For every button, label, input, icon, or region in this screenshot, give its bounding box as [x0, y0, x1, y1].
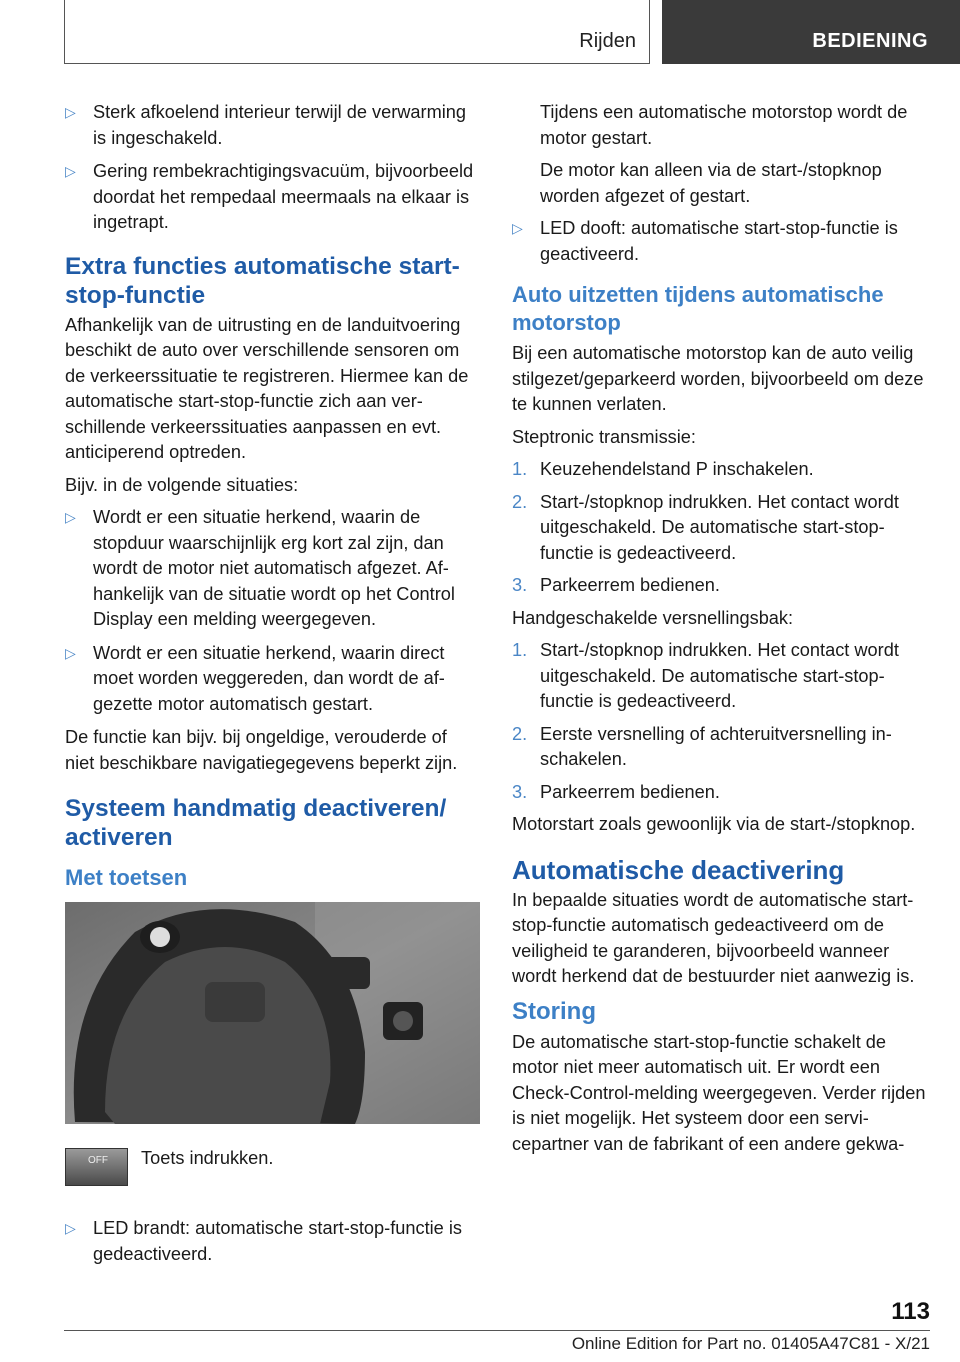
paragraph: Tijdens een automatische motorstop wordt de motor gestart. — [540, 102, 908, 148]
footer-divider — [64, 1330, 930, 1331]
list-item: 1. Start-/stopknop indrukken. Het contact wordt uitgeschakeld. De automatische start-stop-functie is gedeactiveerd. — [512, 640, 899, 711]
triangle-bullet-icon: ▷ — [65, 644, 76, 661]
triangle-bullet-icon: ▷ — [65, 1220, 76, 1236]
header-section-title: Rijden — [579, 30, 636, 52]
list-item: 3. Parkeerrem bedienen. — [512, 575, 720, 595]
paragraph: Afhankelijk van de uitrusting en de landuitvoering beschikt de auto over verschillende sensoren om de verkeerssituatie te registreren. Hiermee kan de automatische start-stop-functie zich aan verschillende verkeerssituaties aanpassen en evt. anticiperend optreden. — [65, 314, 469, 462]
list-item: 1. Keuzehendelstand P inschakelen. — [512, 459, 814, 479]
paragraph: Motorstart zoals gewoonlijk via de start-/stopknop. — [512, 814, 916, 834]
heading-automatische-deactivering: Automatische deactivering — [512, 854, 845, 885]
list-item: ▷ LED dooft: automatische start-stop-functie is geactiveerd. — [512, 218, 898, 264]
button-instruction — [65, 1146, 480, 1206]
header-chapter-tab — [662, 0, 960, 64]
paragraph: Steptronic transmissie: — [512, 426, 696, 447]
steering-wheel-photo — [65, 902, 480, 1124]
paragraph: Handgeschakelde versnellingsbak: — [512, 607, 794, 628]
heading-systeem: Systeem handmatig deactiveren/ activeren — [65, 795, 447, 851]
list-item: ▷ Wordt er een situatie herkend, waarin de stopduur waarschijnlijk erg kort zal zijn, dan wordt de motor niet automatisch afgezet. Afhankelijk van de situatie wordt op het Control Display een melding weergegeven. — [65, 507, 455, 629]
list-item: ▷ LED brandt: automatische start-stop-functie is gedeactiveerd. — [65, 1218, 462, 1264]
heading-storing: Storing — [512, 997, 596, 1025]
triangle-bullet-icon: ▷ — [65, 104, 76, 120]
triangle-bullet-icon: ▷ — [512, 220, 523, 236]
list-item: 3. Parkeerrem bedienen. — [512, 781, 720, 802]
header-chapter-label: BEDIENING — [812, 30, 928, 52]
left-column — [65, 100, 480, 1275]
list-item: ▷ Wordt er een situatie herkend, waarin direct moet worden weggereden, dan wordt de afgezette motor automatisch gestart. — [65, 642, 445, 714]
right-column — [512, 100, 930, 1164]
paragraph: Bijv. in de volgende situaties: — [65, 474, 299, 495]
paragraph: De automatische start-stop-functie schakelt de motor niet meer automatisch uit. Er wordt een Check-Control-melding weergegeven. Verder rijden is niet mogelijk. Het systeem door een servicepartner van de fabrikant of een andere gekwa- — [512, 1031, 926, 1154]
page-number: 113 — [891, 1298, 930, 1325]
paragraph: In bepaalde situaties wordt de automatische start-stop-functie automatisch gedeactiveerd om de veiligheid te garanderen, bijvoorbeeld wanneer wordt herkend dat de bestuurder niet aanwezig is. — [512, 889, 915, 986]
heading-met-toetsen: Met toetsen — [65, 865, 188, 890]
list-item: 2. Eerste versnelling of achteruitversnelling inschakelen. — [512, 723, 892, 769]
paragraph: De motor kan alleen via de start-/stopknop worden afgezet of gestart. — [540, 160, 882, 206]
button-instruction-text: Toets indrukken. — [141, 1148, 274, 1168]
list-item: 2. Start-/stopknop indrukken. Het contact wordt uitgeschakeld. De automatische start-stop-functie is gedeactiveerd. — [512, 491, 899, 563]
paragraph: Bij een automatische motorstop kan de auto veilig stilgezet/geparkeerd worden, bijvoorbeeld om deze te kunnen verlaten. — [512, 343, 924, 414]
list-item: ▷ Gering rembekrachtigingsvacuüm, bijvoorbeeld doordat het rempedaal meermaals na elkaar is ingetrapt. — [65, 161, 474, 232]
auto-start-stop-off-icon: OFF — [65, 1148, 128, 1186]
triangle-bullet-icon: ▷ — [65, 163, 76, 179]
steering-wheel-illustration — [65, 902, 480, 1124]
heading-extra-functies: Extra functies automatische start-stop-functie — [65, 252, 460, 309]
paragraph: De functie kan bijv. bij ongeldige, verouderde of niet beschikbare navigatiegegevens beperkt zijn. — [65, 727, 458, 773]
footer-edition: Online Edition for Part no. 01405A47C81 - X/21 — [571, 1334, 930, 1353]
heading-auto-uitzetten: Auto uitzetten tijdens automatische motorstop — [512, 282, 884, 335]
triangle-bullet-icon: ▷ — [65, 509, 76, 525]
list-item: ▷ Sterk afkoelend interieur terwijl de verwarming is ingeschakeld. — [65, 102, 467, 148]
